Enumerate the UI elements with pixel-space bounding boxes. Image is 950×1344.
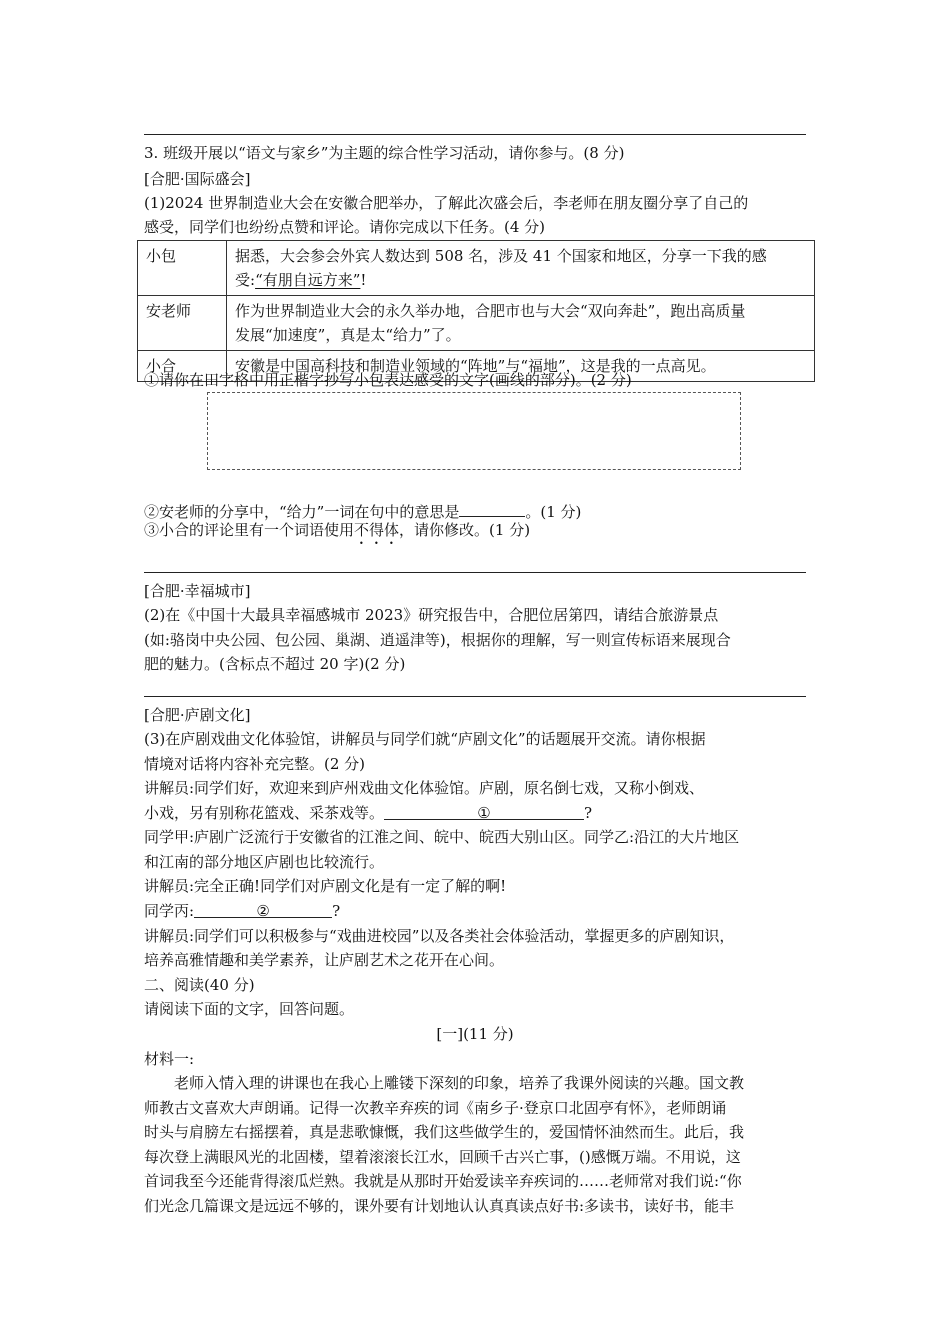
- section-1-intro-line-2: 感受，同学们也纷纷点赞和评论。请你完成以下任务。(4 分): [144, 218, 546, 236]
- comment-text: 受:: [235, 271, 256, 289]
- speaker-name: 小合: [138, 351, 227, 382]
- section-3-line-2: 情境对话将内容补充完整。(2 分): [144, 755, 366, 773]
- dialogue-text: ?: [332, 902, 341, 920]
- comment-line: 作为世界制造业大会的永久举办地，合肥市也与大会“双向奔赴”，跑出高质量: [235, 302, 746, 320]
- prompt-text: 。(1 分): [525, 503, 582, 521]
- section-1-tag: [合肥·国际盛会]: [144, 170, 251, 188]
- speaker-comment: [227, 296, 815, 351]
- dialogue-table: [137, 240, 815, 382]
- passage-line: 时头与肩膀左右摇摆着，真是悲歌慷慨，我们这些做学生的，爱国情怀油然而生。此后，我: [144, 1123, 745, 1141]
- section-2-line-2: (如:骆岗中央公园、包公园、巢湖、逍遥津等)，根据你的理解，写一则宣传标语来展现合: [144, 631, 731, 649]
- answer-blank-1[interactable]: ①: [384, 803, 584, 820]
- task-1-prompt: ①请你在田字格中用正楷字抄写小包表达感受的文字(画线的部分)。(2 分): [144, 371, 632, 389]
- question-3-heading: 3. 班级开展以“语文与家乡”为主题的综合性学习活动，请你参与。(8 分): [144, 144, 625, 162]
- prompt-text: ②安老师的分享中，“给力”一词在句中的意思是: [144, 503, 460, 521]
- section-2-tag: [合肥·幸福城市]: [144, 582, 251, 600]
- section-3-line-9: 讲解员:同学们可以积极参与“戏曲进校园”以及各类社会体验活动，掌握更多的庐剧知识，: [144, 927, 735, 945]
- passage-line: 首词我至今还能背得滚瓜烂熟。我就是从那时开始爱读辛弃疾词的……老师常对我们说:“你: [144, 1172, 742, 1190]
- task-3-prompt: [144, 520, 530, 548]
- emphasized-word: 不得体: [354, 521, 400, 539]
- reading-heading: 二、阅读(40 分): [144, 976, 255, 994]
- dialogue-text: 同学丙:: [144, 902, 195, 920]
- comment-line: 发展“加速度”，真是太“给力”了。: [235, 326, 461, 344]
- speaker-name: 小包: [138, 241, 227, 296]
- section-2-line-1: (2)在《中国十大最具幸福感城市 2023》研究报告中，合肥位居第四，请结合旅游景点: [144, 606, 719, 624]
- section-3-line-6: 和江南的部分地区庐剧也比较流行。: [144, 853, 385, 871]
- tianzige-answer-box[interactable]: [207, 392, 741, 470]
- passage-line: 老师入情入理的讲课也在我心上雕镂下深刻的印象，培养了我课外阅读的兴趣。国文教: [174, 1074, 745, 1092]
- section-1-intro-line-1: (1)2024 世界制造业大会在安徽合肥举办，了解此次盛会后，李老师在朋友圈分享了自己的: [144, 194, 749, 212]
- table-row: [138, 296, 815, 351]
- answer-line[interactable]: [144, 696, 806, 697]
- comment-text: !: [360, 271, 367, 289]
- reading-part-title: [一](11 分): [436, 1025, 514, 1043]
- section-3-line-7: 讲解员:完全正确!同学们对庐剧文化是有一定了解的啊!: [144, 877, 507, 895]
- reading-instruction: 请阅读下面的文字，回答问题。: [144, 1000, 355, 1018]
- prompt-text: ，请你修改。(1 分): [399, 521, 531, 539]
- dialogue-text: ?: [584, 804, 593, 822]
- section-3-line-5: 同学甲:庐剧广泛流行于安徽省的江淮之间、皖中、皖西大别山区。同学乙:沿江的大片地区: [144, 828, 740, 846]
- answer-line[interactable]: [144, 572, 806, 573]
- passage-line: 们光念几篇课文是远远不够的，课外要有计划地认认真真读点好书:多读书，读好书，能丰: [144, 1197, 735, 1215]
- task-2-prompt: [144, 500, 581, 522]
- speaker-comment: [227, 241, 815, 296]
- speaker-name: 安老师: [138, 296, 227, 351]
- answer-blank[interactable]: [459, 500, 525, 517]
- material-label: 材料一:: [144, 1050, 195, 1068]
- comment-line: [235, 268, 808, 292]
- section-3-tag: [合肥·庐剧文化]: [144, 706, 251, 724]
- passage-line: 师教古文喜欢大声朗诵。记得一次教辛弃疾的词《南乡子·登京口北固亭有怀》，老师朗诵: [144, 1099, 727, 1117]
- section-3-line-8: [144, 901, 340, 921]
- section-2-line-3: 肥的魅力。(含标点不超过 20 字)(2 分): [144, 655, 406, 673]
- comment-line: 据悉，大会参会外宾人数达到 508 名，涉及 41 个国家和地区，分享一下我的感: [235, 247, 767, 265]
- separator-line: [144, 134, 806, 135]
- answer-blank-2[interactable]: ②: [194, 901, 332, 918]
- passage-line: 每次登上满眼风光的北固楼，望着滚滚长江水，回顾千古兴亡事，()感慨万端。不用说，这: [144, 1148, 741, 1166]
- comment-line: 安徽是中国高科技和制造业领域的“阵地”与“福地”，这是我的一点高见。: [235, 357, 716, 375]
- prompt-text: ③小合的评论里有一个词语使用: [144, 521, 355, 539]
- dialogue-text: 小戏，另有别称花篮戏、采茶戏等。: [144, 804, 385, 822]
- section-3-line-3: 讲解员:同学们好，欢迎来到庐州戏曲文化体验馆。庐剧，原名倒七戏，又称小倒戏、: [144, 779, 705, 797]
- underlined-phrase: “有朋自远方来”: [255, 271, 361, 289]
- section-3-line-4: [144, 803, 592, 823]
- section-3-line-10: 培养高雅情趣和美学素养，让庐剧艺术之花开在心间。: [144, 951, 505, 969]
- section-3-line-1: (3)在庐剧戏曲文化体验馆，讲解员与同学们就“庐剧文化”的话题展开交流。请你根据: [144, 730, 706, 748]
- table-row: [138, 241, 815, 296]
